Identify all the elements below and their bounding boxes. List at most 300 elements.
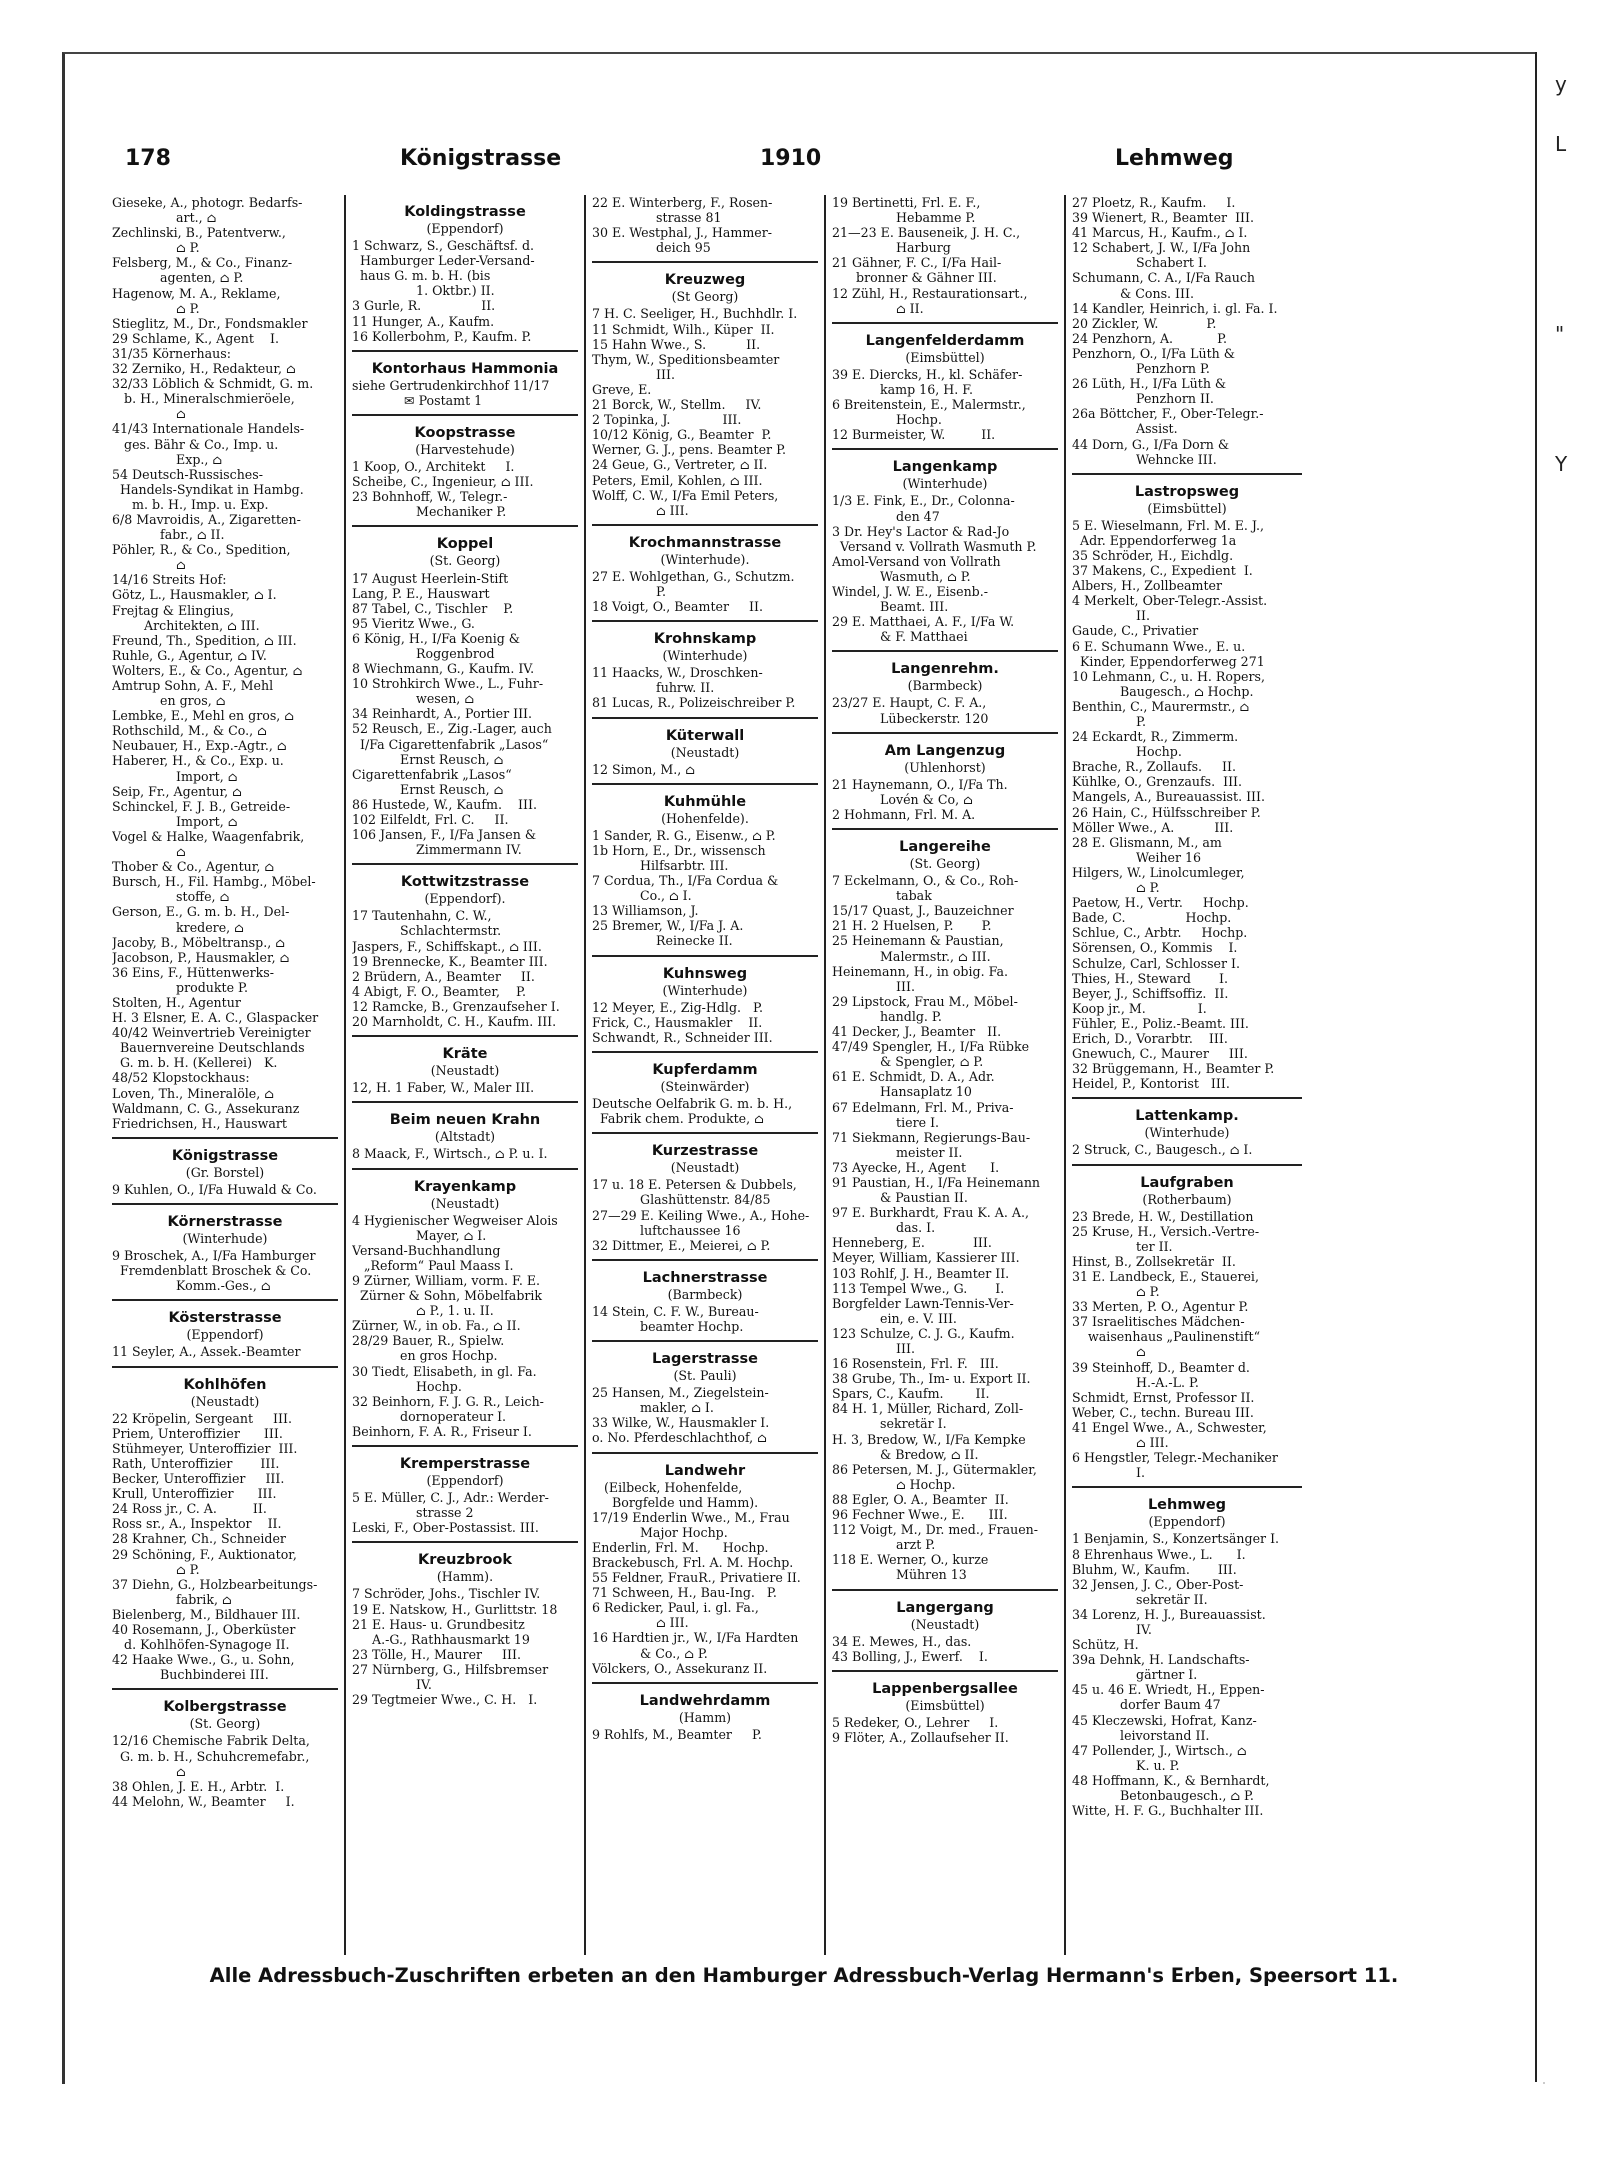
entry-line: Felsberg, M., & Co., Finanz- <box>112 255 293 271</box>
entry-line: Koop jr., M. I. <box>1072 1000 1207 1016</box>
entry-line: G. m. b. H. (Kellerei) K. <box>112 1055 278 1071</box>
entry-line: Hansaplatz 10 <box>832 1084 972 1100</box>
entry-line: Fremdenblatt Broschek & Co. <box>112 1263 312 1279</box>
entry-line: 6 König, H., I/Fa Koenig & <box>352 630 520 646</box>
entry-line: 67 Edelmann, Frl. M., Priva- <box>832 1099 1014 1115</box>
entry-line: tiere I. <box>832 1114 940 1130</box>
section-rule <box>1072 1164 1302 1166</box>
district-label: (Neustadt) <box>430 1195 500 1211</box>
entry-line: Sörensen, O., Kommis I. <box>1072 940 1238 956</box>
entry-line: Windel, J. W. E., Eisenb.- <box>832 583 989 599</box>
entry-line: Paetow, H., Vertr. Hochp. <box>1072 895 1249 911</box>
entry-line: ⌂ P. <box>112 1561 200 1577</box>
entry-line: 38 Ohlen, J. E. H., Arbtr. I. <box>112 1778 285 1794</box>
entry-line: 37 Israelitisches Mädchen- <box>1072 1314 1245 1330</box>
entry-line: 29 E. Matthaei, A. F., I/Fa W. <box>832 614 1015 630</box>
section-rule <box>112 1299 338 1301</box>
entry-line: Ernst Reusch, ⌂ <box>352 751 504 767</box>
entry-line: 12 Schabert, J. W., I/Fa John <box>1072 240 1251 256</box>
entry-line: 9 Zürner, William, vorm. F. E. <box>352 1272 541 1288</box>
bleed-through-margin <box>0 0 66 2177</box>
entry-line: ein, e. V. III. <box>832 1310 957 1326</box>
entry-line: 2 Hohmann, Frl. M. A. <box>832 806 976 822</box>
entry-line: 10 Strohkirch Wwe., L., Fuhr- <box>352 676 544 692</box>
entry-line: Gnewuch, C., Maurer III. <box>1072 1046 1248 1062</box>
entry-line: 10 Lehmann, C., u. H. Ropers, <box>1072 668 1266 684</box>
entry-line: 9 Rohlfs, M., Beamter P. <box>592 1726 762 1742</box>
street-heading: Lehmweg <box>1147 1497 1227 1514</box>
entry-line: ⌂ P. <box>112 240 200 256</box>
entry-line: Beinhorn, F. A. R., Friseur I. <box>352 1423 532 1439</box>
entry-line: 29 Schöning, F., Auktionator, <box>112 1546 297 1562</box>
entry-line: 48 Hoffmann, K., & Bernhardt, <box>1072 1772 1270 1788</box>
entry-line: Haberer, H., & Co., Exp. u. <box>112 753 284 769</box>
entry-line: 2 Brüdern, A., Beamter II. <box>352 968 535 984</box>
entry-line: 28 Krahner, Ch., Schneider <box>112 1531 286 1547</box>
entry-line: 73 Ayecke, H., Agent I. <box>832 1159 1000 1175</box>
entry-line: Borgfelder Lawn-Tennis-Ver- <box>832 1295 1014 1311</box>
entry-line: Fühler, E., Poliz.-Beamt. III. <box>1072 1015 1249 1031</box>
street-heading: Kuhmühle <box>663 793 747 810</box>
section-rule <box>832 448 1058 450</box>
entry-line: Co., ⌂ I. <box>592 888 692 904</box>
district-label: (Barmbeck) <box>907 678 983 694</box>
entry-line: Major Hochp. <box>592 1524 728 1540</box>
entry-line: 5 E. Wieselmann, Frl. M. E. J., <box>1072 517 1265 533</box>
entry-line: 24 Ross jr., C. A. II. <box>112 1501 267 1517</box>
entry-line: strasse 81 <box>592 210 722 226</box>
entry-line: 1b Horn, E., Dr., wissensch <box>592 842 766 858</box>
entry-line: 86 Hustede, W., Kaufm. III. <box>352 796 537 812</box>
entry-line: 23/27 E. Haupt, C. F. A., <box>832 695 987 711</box>
street-heading: Am Langenzug <box>884 742 1006 759</box>
district-label: (Winterhude) <box>662 648 748 664</box>
district-label: (Eimsbüttel) <box>1147 500 1227 516</box>
entry-line: 41/43 Internationale Handels- <box>112 421 305 437</box>
entry-line: luftchaussee 16 <box>592 1222 741 1238</box>
entry-line: Schumann, C. A., I/Fa Rauch <box>1072 270 1256 286</box>
street-heading: Kreuzbrook <box>417 1552 513 1569</box>
entry-line: Becker, Unteroffizier III. <box>112 1471 285 1487</box>
entry-line: A.-G., Rathhausmarkt 19 <box>352 1631 530 1647</box>
entry-line: Schinckel, F. J. B., Getreide- <box>112 798 291 814</box>
entry-line: 6 E. Schumann Wwe., E. u. <box>1072 638 1246 654</box>
entry-line: art., ⌂ <box>112 210 217 226</box>
entry-line: ⌂ <box>112 844 186 860</box>
entry-line: 15 Hahn Wwe., S. II. <box>592 336 761 352</box>
district-label: (Steinwärder) <box>660 1078 750 1094</box>
district-label: (Winterhude) <box>902 476 988 492</box>
entry-line: Schmidt, Ernst, Professor II. <box>1072 1389 1255 1405</box>
street-heading: Beim neuen Krahn <box>389 1112 541 1129</box>
entry-line: 71 Schween, H., Bau-Ing. P. <box>592 1585 777 1601</box>
district-label: (Hamm). <box>436 1569 494 1585</box>
entry-line: en gros Hochp. <box>352 1348 498 1364</box>
entry-line: 54 Deutsch-Russisches- <box>112 466 263 482</box>
entry-line: 33 Merten, P. O., Agentur P. <box>1072 1299 1249 1315</box>
entry-line: 42 Haake Wwe., G., u. Sohn, <box>112 1652 295 1668</box>
entry-line: 86 Petersen, M. J., Gütermakler, <box>832 1461 1037 1477</box>
entry-line: 4 Merkelt, Ober-Telegr.-Assist. <box>1072 593 1268 609</box>
street-heading: Lastropsweg <box>1134 483 1240 500</box>
entry-line: ges. Bähr & Co., Imp. u. <box>112 436 279 452</box>
entry-line: stoffe, ⌂ <box>112 889 230 905</box>
entry-line: 7 Eckelmann, O., & Co., Roh- <box>832 873 1019 889</box>
entry-line: Architekten, ⌂ III. <box>112 617 260 633</box>
entry-line: 41 Engel Wwe., A., Schwester, <box>1072 1419 1267 1435</box>
entry-line: agenten, ⌂ P. <box>112 270 244 286</box>
street-heading: Landwehr <box>664 1462 746 1479</box>
street-heading: Krohnskamp <box>653 631 757 648</box>
entry-line: Witte, H. F. G., Buchhalter III. <box>1072 1803 1264 1819</box>
entry-line: Stolten, H., Agentur <box>112 994 241 1010</box>
entry-line: 6 Hengstler, Telegr.-Mechaniker <box>1072 1450 1278 1466</box>
entry-line: 36 Eins, F., Hüttenwerks- <box>112 964 274 980</box>
entry-line: Wasmuth, ⌂ P. <box>832 568 971 584</box>
district-label: (Winterhude) <box>662 982 748 998</box>
section-rule <box>832 828 1058 830</box>
entry-line: Hochp. <box>1072 744 1182 760</box>
entry-line: 41 Marcus, H., Kaufm., ⌂ I. <box>1072 225 1248 241</box>
entry-line: 29 Lipstock, Frau M., Möbel- <box>832 993 1018 1009</box>
entry-line: 71 Siekmann, Regierungs-Bau- <box>832 1129 1031 1145</box>
entry-line: III. <box>832 978 915 994</box>
entry-line: 25 Heinemann & Paustian, <box>832 933 1004 949</box>
entry-line: Import, ⌂ <box>112 768 238 784</box>
entry-line: den 47 <box>832 508 940 524</box>
entry-line: Zechlinski, B., Patentverw., <box>112 225 286 241</box>
entry-line: 112 Voigt, M., Dr. med., Frauen- <box>832 1522 1039 1538</box>
entry-line: 12 Zühl, H., Restaurationsart., <box>832 285 1028 301</box>
entry-line: I. <box>1072 1465 1146 1481</box>
entry-line: III. <box>592 366 675 382</box>
entry-line: Komm.-Ges., ⌂ <box>112 1278 271 1294</box>
entry-line: 15/17 Quast, J., Bauzeichner <box>832 903 1014 919</box>
entry-line: 21 Borck, W., Stellm. IV. <box>592 397 762 413</box>
entry-line: Glashüttenstr. 84/85 <box>592 1192 771 1208</box>
entry-line: 26 Lüth, H., I/Fa Lüth & <box>1072 376 1227 392</box>
section-rule <box>592 1051 818 1053</box>
entry-line: 48/52 Klopstockhaus: <box>112 1070 250 1086</box>
entry-line: Hochp. <box>352 1378 462 1394</box>
entry-line: 61 E. Schmidt, D. A., Adr. <box>832 1069 995 1085</box>
entry-line: 14 Stein, C. F. W., Bureau- <box>592 1303 759 1319</box>
entry-line: Schlue, C., Arbtr. Hochp. <box>1072 925 1248 941</box>
entry-line: 2 Struck, C., Baugesch., ⌂ I. <box>1072 1142 1253 1158</box>
entry-line: Mayer, ⌂ I. <box>352 1227 487 1243</box>
column-5 <box>1072 195 1302 1955</box>
section-rule <box>1072 1486 1302 1488</box>
entry-line: 4 Hygienischer Wegweiser Alois <box>352 1212 558 1228</box>
entry-line: 40/42 Weinvertrieb Vereinigter <box>112 1025 311 1041</box>
entry-line: Assist. <box>1072 421 1178 437</box>
entry-line: Ross sr., A., Inspektor II. <box>112 1516 282 1532</box>
entry-line: b. H., Mineralschmieröele, <box>112 391 295 407</box>
entry-line: Schulze, Carl, Schlosser I. <box>1072 955 1241 971</box>
entry-line: Hebamme P. <box>832 210 976 226</box>
entry-line: Thober & Co., Agentur, ⌂ <box>112 859 275 875</box>
entry-line: Scheibe, C., Ingenieur, ⌂ III. <box>352 474 534 490</box>
entry-line: 14/16 Streits Hof: <box>112 572 227 588</box>
entry-line: 23 Brede, H. W., Destillation <box>1072 1208 1254 1224</box>
column-3 <box>592 195 818 1955</box>
entry-line: 28 E. Glismann, M., am <box>1072 834 1222 850</box>
street-heading: Langenkamp <box>892 459 998 476</box>
entry-line: ⌂ P. <box>112 300 200 316</box>
district-label: (Gr. Borstel) <box>185 1164 265 1180</box>
entry-line: Leski, F., Ober-Postassist. III. <box>352 1520 539 1536</box>
entry-line: 21 Gähner, F. C., I/Fa Hail- <box>832 255 1002 271</box>
entry-line: 21 E. Haus- u. Grundbesitz <box>352 1616 525 1632</box>
entry-line: Völckers, O., Assekuranz II. <box>592 1660 768 1676</box>
section-rule <box>112 1688 338 1690</box>
entry-line: (Eilbeck, Hohenfelde, <box>592 1479 743 1495</box>
entry-line: Thym, W., Speditionsbeamter <box>592 351 780 367</box>
district-label: (Rotherbaum) <box>1142 1191 1232 1207</box>
entry-line: 1 Schwarz, S., Geschäftsf. d. <box>352 238 535 254</box>
entry-line: Freund, Th., Spedition, ⌂ III. <box>112 632 297 648</box>
entry-line: Stühmeyer, Unteroffizier III. <box>112 1440 298 1456</box>
entry-line: P. <box>592 583 666 599</box>
entry-line: Schlachtermstr. <box>352 923 502 939</box>
entry-line: 84 H. 1, Müller, Richard, Zoll- <box>832 1401 1024 1417</box>
entry-line: 97 E. Burkhardt, Frau K. A. A., <box>832 1205 1030 1221</box>
entry-line: 29 Schlame, K., Agent I. <box>112 330 279 346</box>
street-heading: Koopstrasse <box>414 424 516 441</box>
entry-line: ⌂ P. <box>1072 880 1160 896</box>
district-label: (Altstadt) <box>434 1129 496 1145</box>
district-label: (Eimsbüttel) <box>905 1697 985 1713</box>
entry-line: 103 Rohlf, J. H., Beamter II. <box>832 1265 1010 1281</box>
district-label: (Winterhude). <box>660 551 750 567</box>
entry-line: Waldmann, C. G., Assekuranz <box>112 1100 300 1116</box>
entry-line: Exp., ⌂ <box>112 451 223 467</box>
entry-line: fuhrw. II. <box>592 680 715 696</box>
entry-line: 16 Hardtien jr., W., I/Fa Hardten <box>592 1630 799 1646</box>
entry-line: 21 Haynemann, O., I/Fa Th. <box>832 776 1008 792</box>
entry-line: 45 Kleczewski, Hofrat, Kanz- <box>1072 1712 1257 1728</box>
entry-line: Henneberg, E. III. <box>832 1235 992 1251</box>
entry-line: 7 Cordua, Th., I/Fa Cordua & <box>592 873 779 889</box>
entry-line: Borgfelde und Hamm). <box>592 1494 759 1510</box>
entry-line: 20 Marnholdt, C. H., Kaufm. III. <box>352 1014 557 1030</box>
entry-line: wesen, ⌂ <box>352 691 474 707</box>
entry-line: waisenhaus „Paulinenstift“ <box>1072 1329 1261 1345</box>
entry-line: fabrik, ⌂ <box>112 1591 232 1607</box>
entry-line: 25 Bremer, W., I/Fa J. A. <box>592 918 744 934</box>
entry-line: 40 Rosemann, J., Oberküster <box>112 1621 296 1637</box>
entry-line: & Cons. III. <box>1072 285 1194 301</box>
entry-line: Seip, Fr., Agentur, ⌂ <box>112 783 242 799</box>
entry-line: Ernst Reusch, ⌂ <box>352 781 504 797</box>
entry-line: 24 Geue, G., Vertreter, ⌂ II. <box>592 457 768 473</box>
entry-line: & Spengler, ⌂ P. <box>832 1054 984 1070</box>
entry-line: kredere, ⌂ <box>112 919 244 935</box>
entry-line: Werner, G. J., pens. Beamter P. <box>592 442 787 458</box>
entry-line: Kühlke, O., Grenzaufs. III. <box>1072 774 1243 790</box>
street-heading: Kupferdamm <box>652 1061 758 1078</box>
entry-line: 102 Eilfeldt, Frl. C. II. <box>352 812 509 827</box>
district-label: (St. Georg) <box>429 553 501 569</box>
entry-line: 38 Grube, Th., Im- u. Export II. <box>832 1371 1031 1387</box>
adjacent-page-edge: y L " Y <box>1535 52 1600 2082</box>
street-heading: Körnerstrasse <box>167 1214 283 1230</box>
entry-line: en gros, ⌂ <box>112 693 226 709</box>
entry-line: 32/33 Löblich & Schmidt, G. m. <box>112 376 314 392</box>
entry-line: 12 Ramcke, B., Grenzaufseher I. <box>352 998 560 1014</box>
entry-line: Brackebusch, Frl. A. M. Hochp. <box>592 1555 794 1570</box>
entry-line: Lang, P. E., Hauswart <box>352 585 490 601</box>
entry-line: 6 Breitenstein, E., Malermstr., <box>832 397 1026 413</box>
entry-line: 37 Diehn, G., Holzbearbeitungs- <box>112 1576 318 1592</box>
entry-line: 39 Wienert, R., Beamter III. <box>1072 210 1255 226</box>
district-label: (Uhlenhorst) <box>904 759 986 775</box>
entry-line: P. <box>1072 714 1146 729</box>
district-label: (Hamm) <box>678 1709 732 1725</box>
entry-line: m. b. H., Imp. u. Exp. <box>112 496 269 512</box>
entry-line: ⌂ P. <box>1072 1284 1160 1300</box>
entry-line: kamp 16, H. F. <box>832 381 973 397</box>
entry-line: 29 Tegtmeier Wwe., C. H. I. <box>352 1692 538 1708</box>
street-heading: Langenfelderdamm <box>865 332 1025 349</box>
page-header <box>65 146 1543 182</box>
district-label: (Harvestehude) <box>415 441 515 457</box>
entry-line: Heinemann, H., in obig. Fa. <box>832 963 1008 979</box>
entry-line: 23 Tölle, H., Maurer III. <box>352 1646 521 1662</box>
entry-line: 27—29 E. Keiling Wwe., A., Hohe- <box>592 1207 810 1223</box>
entry-line: & F. Matthaei <box>832 629 968 645</box>
entry-line: 55 Feldner, FrauR., Privatiere II. <box>592 1570 801 1586</box>
section-rule <box>352 863 578 865</box>
entry-line: 88 Egler, O. A., Beamter II. <box>832 1491 1009 1507</box>
header-right-street: Lehmweg <box>1115 146 1234 171</box>
section-rule <box>112 1203 338 1205</box>
column-2 <box>352 195 578 1955</box>
entry-line: 7 Schröder, Johs., Tischler IV. <box>352 1586 541 1602</box>
column-divider <box>1064 195 1066 1955</box>
entry-line: ⌂ <box>112 1763 186 1779</box>
street-heading: Kottwitzstrasse <box>400 874 530 891</box>
district-label: (Winterhude) <box>1144 1125 1230 1141</box>
entry-line: Roggenbrod <box>352 645 495 661</box>
entry-line: Schabert I. <box>1072 255 1207 271</box>
entry-line: 43 Bolling, J., Ewerf. I. <box>832 1648 988 1664</box>
entry-line: 35 Schröder, H., Eichdlg. <box>1072 547 1234 563</box>
entry-line: 8 Ehrenhaus Wwe., L. I. <box>1072 1546 1246 1562</box>
entry-line: 11 Haacks, W., Droschken- <box>592 665 763 681</box>
entry-line: II. <box>1072 608 1151 624</box>
entry-line: Lovén & Co, ⌂ <box>832 791 973 807</box>
entry-line: Peters, Emil, Kohlen, ⌂ III. <box>592 472 763 488</box>
entry-line: Cigarettenfabrik „Lasos“ <box>352 766 512 782</box>
street-heading: Krayenkamp <box>413 1178 517 1195</box>
entry-line: Versand-Buchhandlung <box>352 1242 501 1258</box>
page-number: 178 <box>125 146 171 171</box>
section-rule <box>592 261 818 263</box>
entry-line: 44 Melohn, W., Beamter I. <box>112 1793 295 1809</box>
entry-line: 9 Flöter, A., Zollaufseher II. <box>832 1729 1009 1745</box>
entry-line: Baugesch., ⌂ Hochp. <box>1072 683 1254 699</box>
district-label: (Eppendorf). <box>424 891 506 907</box>
entry-line: Weiher 16 <box>1072 849 1202 865</box>
section-rule <box>592 1682 818 1684</box>
entry-line: haus G. m. b. H. (bis <box>352 268 491 284</box>
entry-line: 118 E. Werner, O., kurze <box>832 1552 989 1568</box>
entry-line: 6/8 Mavroidis, A., Zigaretten- <box>112 511 301 527</box>
district-label: (St. Georg) <box>909 856 981 871</box>
entry-line: handlg. P. <box>832 1008 942 1024</box>
district-label: (Neustadt) <box>910 1616 980 1632</box>
entry-line: 28/29 Bauer, R., Spielw. <box>352 1333 505 1349</box>
entry-line: Frick, C., Hausmakler II. <box>592 1014 763 1030</box>
entry-line: Mühren 13 <box>832 1567 967 1583</box>
entry-line: Friedrichsen, H., Hauswart <box>112 1115 287 1131</box>
section-rule <box>592 1132 818 1134</box>
entry-line: 123 Schulze, C. J. G., Kaufm. <box>832 1325 1015 1341</box>
entry-line: 1 Koop, O., Architekt I. <box>352 459 515 475</box>
entry-line: 34 Reinhardt, A., Portier III. <box>352 706 533 722</box>
entry-line: 26 Hain, C., Hülfsschreiber P. <box>1072 804 1261 820</box>
entry-line: 19 E. Natskow, H., Gurlittstr. 18 <box>352 1601 558 1617</box>
entry-line: Frejtag & Elingius, <box>112 602 234 618</box>
entry-line: das. I. <box>832 1220 936 1236</box>
district-label: (Eppendorf) <box>426 1473 504 1488</box>
entry-line: 37 Makens, C., Expedient I. <box>1072 563 1253 579</box>
district-label: (Eimsbüttel) <box>905 349 985 365</box>
entry-line: arzt P. <box>832 1537 936 1553</box>
street-heading: Koppel <box>436 536 494 553</box>
section-rule <box>832 1670 1058 1672</box>
entry-line: 4 Abigt, F. O., Beamter, P. <box>352 983 526 999</box>
entry-line: 39a Dehnk, H. Landschafts- <box>1072 1652 1250 1668</box>
entry-line: 34 Lorenz, H. J., Bureauassist. <box>1072 1606 1266 1622</box>
entry-line: K. u. P. <box>1072 1757 1180 1773</box>
entry-line: 113 Tempel Wwe., G. I. <box>832 1280 1005 1296</box>
street-heading: Kremperstrasse <box>399 1456 531 1472</box>
section-rule <box>352 1035 578 1037</box>
section-rule <box>592 955 818 957</box>
entry-line: 95 Vieritz Wwe., G. <box>352 615 475 631</box>
entry-line: „Reform“ Paul Maass I. <box>352 1257 514 1273</box>
section-rule <box>352 1168 578 1170</box>
header-left-street: Königstrasse <box>400 146 562 171</box>
district-label: (Neustadt) <box>670 744 740 760</box>
entry-line: 52 Reusch, E., Zig.-Lager, auch <box>352 721 552 737</box>
entry-line: Bauernvereine Deutschlands <box>112 1040 305 1056</box>
entry-line: Jacoby, B., Möbeltransp., ⌂ <box>112 934 285 950</box>
street-heading: Kösterstrasse <box>168 1310 282 1327</box>
section-rule <box>592 1259 818 1261</box>
section-rule <box>592 783 818 785</box>
entry-line: Priem, Unteroffizier III. <box>112 1425 283 1441</box>
entry-line: 27 Ploetz, R., Kaufm. I. <box>1072 195 1236 210</box>
entry-line: 8 Wiechmann, G., Kaufm. IV. <box>352 661 535 677</box>
entry-line: Lembke, E., Mehl en gros, ⌂ <box>112 708 294 724</box>
entry-line: Wehncke III. <box>1072 451 1217 467</box>
entry-line: Neubauer, H., Exp.-Agtr., ⌂ <box>112 738 287 754</box>
entry-line: 33 Wilke, W., Hausmakler I. <box>592 1415 770 1431</box>
entry-line: ✉ Postamt 1 <box>352 392 483 408</box>
section-rule <box>832 650 1058 652</box>
entry-line: 6 Redicker, Paul, i. gl. Fa., <box>592 1600 759 1616</box>
entry-line: Buchbinderei III. <box>112 1667 269 1683</box>
entry-line: Handels-Syndikat in Hambg. <box>112 481 304 497</box>
entry-line: 16 Rosenstein, Frl. F. III. <box>832 1356 999 1372</box>
entry-line: ⌂ <box>1072 1344 1146 1360</box>
entry-line: 7 H. C. Seeliger, H., Buchhdlr. I. <box>592 306 798 322</box>
entry-line: Mangels, A., Bureauassist. III. <box>1072 789 1266 805</box>
entry-line: Vogel & Halke, Waagenfabrik, <box>112 828 305 844</box>
